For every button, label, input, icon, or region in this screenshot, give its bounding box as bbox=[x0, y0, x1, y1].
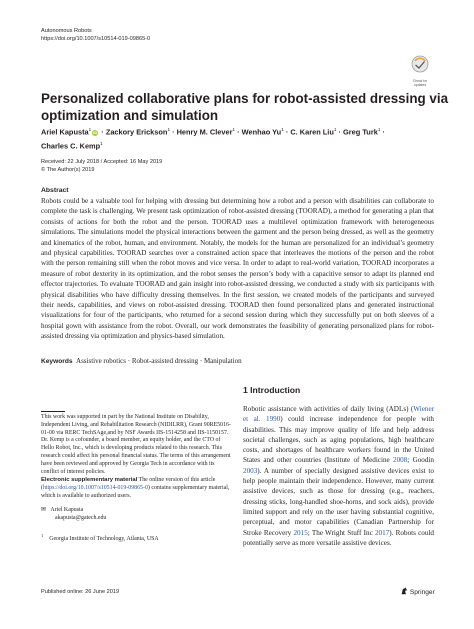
author-name[interactable]: Zackory Erickson bbox=[105, 127, 168, 137]
funding-note: This work was supported in part by the National Institute on Disability, Independent Living, and Rehabilitation Research (NIDILRR), Grant 90RE5016-01-00 via RERC TechSAge,and by NSF Awards IIS-1514258 and IIS-1150157. Dr. Kemp is a cofounder, a board member, an equity holder, and the CTO of Hello Robot, Inc., which is developing products related to this research. This research could affect his personal financial status. The terms of this arrangement have been reviewed and approved by Georgia Tech in accordance with its conflict of interest policies. bbox=[41, 414, 231, 475]
contact-name: Ariel Kapusta bbox=[50, 507, 84, 513]
check-updates-icon bbox=[406, 55, 434, 77]
introduction-text: Robotic assistance with activities of daily living (ADLs) (Wiener et al. 1990) could increase independence for people with disabilities. This may improve quality of life and help address societal challenges, such as aging populations, high healthcare costs, and shortages of healthcare workers found in the United States and other countries (Institute of Medicine 2008; Goodin 2003). A number of specially designed assistive devices exist to help people maintain their independence. However, many current assistive devices, such as those for dressing (e.g., reachers, dressing sticks, long-handled shoe-horns, and sock aids), provide limited support and rely on the user having substantial cognitive, perceptual, and motor capabilities (Canadian Partnership for Stroke Recovery 2015; The Wright Stuff Inc 2017). Robots could potentially serve as more versatile assistive devices. bbox=[243, 405, 434, 547]
abstract-heading: Abstract bbox=[41, 187, 69, 194]
author-name[interactable]: C. Karen Liu bbox=[290, 127, 334, 137]
doi-link[interactable]: https://doi.org/10.1007/s10514-019-09865-0 bbox=[41, 36, 151, 42]
horse-icon bbox=[400, 587, 408, 595]
esm-link[interactable]: https://doi.org/10.1007/s10514-019-09865-0 bbox=[42, 484, 148, 491]
section-heading: 1 Introduction bbox=[243, 385, 301, 395]
paper-title bbox=[41, 90, 461, 124]
copyright: © The Author(s) 2019 bbox=[41, 167, 95, 173]
article-dates bbox=[41, 158, 162, 174]
citation-link[interactable]: 2017 bbox=[374, 528, 390, 537]
contact-info bbox=[41, 507, 231, 523]
citation-link[interactable]: 2003 bbox=[243, 466, 258, 475]
badge-line2: updates bbox=[413, 83, 427, 87]
author-list: Ariel Kapusta$^1$iD · Zackory Erickson$^1$ · Henry M. Clever$^1$ · Wenhao Yu$^1$ · C. Karen Liu$^1$ · Greg Turk$^1$ · Charles C. Kemp$^1$ bbox=[41, 127, 385, 151]
abstract-text: Robots could be a valuable tool for helping with dressing but determining how a robot and a person with disabilities can collaborate to complete the task is challenging. We present task optimization of robot-assisted dressing (TOORAD), a method for generating a plan that consists of actions for both the robot and the person. TOORAD uses a multilevel optimization framework with heterogeneous simulations. The simulations model the physical interactions between the garment and the person being dressed, as well as the geometry and kinematics of the robot, human, and environment. Notably, the models for the human are personalized for an individual’s geometry and physical capabilities. TOORAD searches over a constrained action space that interleaves the motions of the person and the robot with the person remaining still when the robot moves and vice versa. In order to adapt to real-world variation, TOORAD incorporates a measure of robot dexterity in its optimization, and the robot senses the person’s body with a capacitive sensor to adapt its planned end effector trajectories. To evaluate TOORAD and gain insight into robot-assisted dressing, we conducted a study with six participants with physical disabilities who have difficulty dressing themselves. In the first session, we created models of the participants and surveyed their needs, capabilities, and views on robot-assisted dressing. TOORAD then found personalized plans and generated instructional visualizations for four of the participants, who returned for a second session during which they successfully put on both sleeves of a hospital gown with assistance from the robot. Overall, our work demonstrates the feasibility of generating personalized plans for robot-assisted dressing via optimization and physics-based simulation. bbox=[41, 197, 434, 341]
author-name[interactable]: Ariel Kapusta bbox=[41, 127, 89, 137]
contact-email[interactable]: akapusta@gatech.edu bbox=[55, 514, 107, 521]
received-accepted: Received: 22 July 2018 / Accepted: 16 May 2019 bbox=[41, 159, 163, 165]
author-name[interactable]: Charles C. Kemp bbox=[41, 141, 101, 151]
author-name[interactable]: Greg Turk bbox=[343, 127, 378, 137]
publisher-logo bbox=[400, 587, 435, 596]
keywords-label: Keywords bbox=[41, 358, 73, 365]
citation-link[interactable]: 2008 bbox=[393, 456, 408, 465]
keywords-text: Assistive robotics · Robot-assisted dressing · Manipulation bbox=[76, 357, 242, 365]
published-online: Published online: 26 June 2019 bbox=[41, 589, 120, 595]
esm-note: Electronic supplementary material The online version of this article (https://doi.org/10.1007/s10514-019-09865-0) contains supplementary material, which is available to authorized users. bbox=[41, 477, 230, 499]
esm-label: Electronic supplementary material bbox=[41, 477, 138, 483]
affiliation: $^1$ Georgia Institute of Technology, Atlanta, USA bbox=[41, 533, 159, 542]
journal-name: Autonomous Robots bbox=[41, 28, 92, 34]
citation-link[interactable]: 2015 bbox=[293, 528, 308, 537]
author-name[interactable]: Wenhao Yu bbox=[241, 127, 282, 137]
footnote-rule bbox=[41, 411, 65, 412]
author-name[interactable]: Henry M. Clever bbox=[176, 127, 233, 137]
title-line-2: optimization and simulation bbox=[41, 108, 219, 123]
envelope-icon: ✉ bbox=[41, 507, 46, 513]
check-for-updates-badge[interactable] bbox=[406, 55, 434, 87]
keywords bbox=[41, 357, 242, 365]
orcid-icon[interactable]: iD bbox=[93, 129, 98, 135]
citation-link[interactable]: Wiener et al. 1990 bbox=[243, 405, 434, 424]
publisher-name: Springer bbox=[409, 589, 435, 596]
badge-line1: Check for bbox=[412, 79, 428, 83]
title-line-1: Personalized collaborative plans for robot-assisted dressing via bbox=[41, 91, 449, 106]
